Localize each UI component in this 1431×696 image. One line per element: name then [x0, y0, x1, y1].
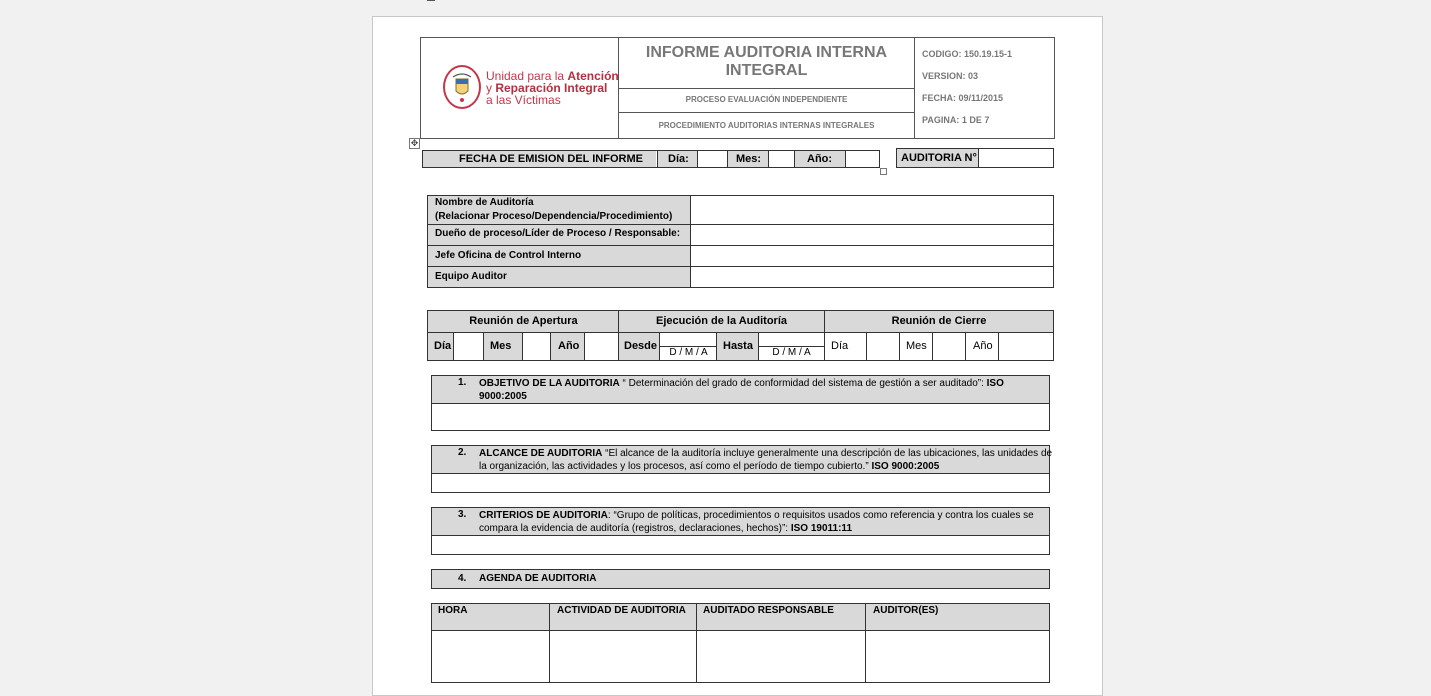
- emission-day-label: Día:: [668, 153, 689, 165]
- agenda-col-auditee: AUDITADO RESPONSABLE: [703, 605, 834, 616]
- audit-number-input[interactable]: [978, 149, 1053, 167]
- control-chief-input[interactable]: [691, 246, 1053, 266]
- closing-year-label: Año: [973, 340, 993, 352]
- agenda-number: 4.: [458, 573, 467, 584]
- agenda-activity-input[interactable]: [550, 631, 696, 677]
- coat-of-arms-logo: [443, 65, 481, 109]
- scope-description-b: la organización, las actividades y los procesos, así como el período de tiempo cubierto.”: [479, 461, 869, 472]
- criteria-description-b: compara la evidencia de auditoría (registros, declaraciones, hechos)”:: [479, 523, 789, 534]
- criteria-title: CRITERIOS DE AUDITORIA: [479, 510, 608, 521]
- process-name: PROCESO EVALUACIÓN INDEPENDIENTE: [685, 95, 848, 104]
- opening-meeting-header: Reunión de Apertura: [469, 315, 578, 327]
- audit-name-label: [435, 196, 672, 224]
- doc-version: VERSION: 03: [922, 71, 979, 81]
- opening-day-label: Día: [434, 340, 452, 352]
- header-divider: [914, 37, 915, 139]
- logo-line1: Unidad para la: [486, 69, 565, 83]
- opening-day-input[interactable]: [453, 333, 484, 360]
- title-line2: INTEGRAL: [725, 62, 808, 79]
- criteria-input[interactable]: [431, 535, 1050, 555]
- scope-number: 2.: [458, 447, 467, 458]
- emission-year-label: Año:: [807, 153, 833, 165]
- table-move-handle-icon[interactable]: ✥: [410, 138, 419, 148]
- objective-ref-b: 9000:2005: [479, 391, 527, 402]
- agenda-col-activity: ACTIVIDAD DE AUDITORIA: [557, 605, 686, 616]
- table-resize-handle-icon[interactable]: [880, 168, 887, 175]
- logo-line2-em: Reparación Integral: [495, 81, 608, 95]
- scope-text: [479, 447, 1052, 473]
- scope-ref: ISO 9000:2005: [871, 461, 940, 472]
- emission-month-label: Mes:: [736, 153, 762, 165]
- emission-label: FECHA DE EMISION DEL INFORME: [459, 153, 643, 165]
- scope-title: ALCANCE DE AUDITORIA: [479, 448, 603, 459]
- opening-month-input[interactable]: [522, 333, 551, 360]
- opening-month-label: Mes: [490, 340, 512, 352]
- to-label: Hasta: [723, 340, 753, 352]
- objective-title: OBJETIVO DE LA AUDITORIA: [479, 378, 620, 389]
- closing-meeting-header: Reunión de Cierre: [891, 315, 987, 327]
- logo-text: [486, 70, 619, 106]
- closing-month-input[interactable]: [932, 333, 966, 360]
- agenda-auditors-input[interactable]: [866, 631, 1049, 677]
- emission-day-input[interactable]: [697, 151, 727, 167]
- closing-month-label: Mes: [906, 340, 927, 352]
- audit-name-line1: Nombre de Auditoría: [435, 197, 534, 208]
- criteria-ref: ISO 19011:11: [790, 523, 853, 534]
- document-title: [619, 44, 914, 80]
- audit-team-label: Equipo Auditor: [435, 271, 507, 282]
- audit-team-input[interactable]: [691, 267, 1053, 287]
- title-line1: INFORME AUDITORIA INTERNA: [645, 44, 888, 61]
- doc-page: PAGINA: 1 DE 7: [922, 115, 990, 125]
- criteria-text: [479, 509, 1034, 535]
- agenda-col-time: HORA: [438, 605, 468, 616]
- doc-code: CODIGO: 150.19.15-1: [922, 49, 1013, 59]
- opening-year-label: Año: [558, 340, 580, 352]
- logo-line1-em: Atención: [567, 69, 619, 83]
- criteria-number: 3.: [458, 509, 467, 520]
- control-chief-label: Jefe Oficina de Control Interno: [435, 250, 582, 261]
- from-label: Desde: [624, 340, 658, 352]
- closing-year-input[interactable]: [998, 333, 1053, 360]
- logo-line2: y: [486, 81, 492, 95]
- header-divider: [618, 112, 914, 113]
- objective-description: “ Determinación del grado de conformidad del sistema de gestión a ser auditado”:: [619, 378, 984, 389]
- logo-line3: a las Víctimas: [486, 93, 561, 107]
- doc-date: FECHA: 09/11/2015: [922, 93, 1004, 103]
- procedure-name: PROCEDIMIENTO AUDITORIAS INTERNAS INTEGRALES: [658, 121, 875, 130]
- closing-day-input[interactable]: [866, 333, 900, 360]
- opening-year-input[interactable]: [584, 333, 618, 360]
- emission-month-input[interactable]: [768, 151, 794, 167]
- objective-ref-a: ISO: [986, 378, 1004, 389]
- agenda-col-auditors: AUDITOR(ES): [873, 605, 939, 616]
- to-date-format: D / M / A: [772, 347, 811, 358]
- scope-input[interactable]: [431, 473, 1050, 493]
- scope-description-a: “El alcance de la auditoría incluye generalmente una descripción de las ubicaciones, las unidades de: [602, 448, 1053, 459]
- audit-name-input[interactable]: [691, 196, 1053, 224]
- execution-header: Ejecución de la Auditoría: [655, 315, 787, 327]
- objective-text: [479, 377, 1004, 403]
- header-divider: [618, 88, 914, 89]
- agenda-auditee-input[interactable]: [697, 631, 865, 677]
- process-owner-label: Dueño de proceso/Líder de Proceso / Responsable:: [435, 228, 681, 239]
- process-owner-input[interactable]: [691, 225, 1053, 245]
- from-date-format: D / M / A: [669, 347, 708, 358]
- emission-year-input[interactable]: [845, 151, 879, 167]
- audit-number-label: AUDITORIA N°: [901, 152, 977, 164]
- objective-input[interactable]: [431, 403, 1050, 431]
- agenda-title: AGENDA DE AUDITORIA: [479, 573, 597, 584]
- closing-day-label: Día: [831, 340, 849, 352]
- text-cursor: [427, 0, 435, 1]
- audit-name-line2: (Relacionar Proceso/Dependencia/Procedimiento): [435, 211, 673, 222]
- objective-number: 1.: [458, 377, 467, 388]
- agenda-time-input[interactable]: [432, 631, 549, 677]
- criteria-description-a: : “Grupo de políticas, procedimientos o requisitos usados como referencia y contra los cuales se: [607, 510, 1034, 521]
